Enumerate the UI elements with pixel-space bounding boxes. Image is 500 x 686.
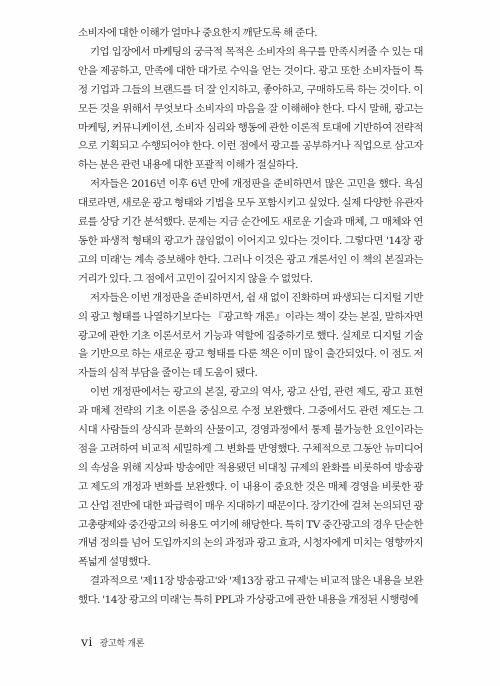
page-number: vi (81, 634, 93, 649)
paragraph: 결과적으로 '제11장 방송광고'와 '제13장 광고 규제'는 비교적 많은 내용을 보완했다. '14장 광고의 미래'는 특히 PPL과 가상광고에 관한 내용을 개정된 시행령에 (78, 575, 423, 607)
paragraph: 소비자에 대한 이해가 얼마나 중요한지 깨닫도록 해 준다. (78, 27, 318, 39)
paragraph: 저자들은 2016년 이후 6년 만에 개정판을 준비하면서 많은 고민을 했다. 욕심대로라면, 새로운 광고 형태와 기법을 모두 포함시키고 싶었다. 실제 다양한 유관자료를 상당 기간 분석했다. 문제는 지금 순간에도 새로운 기술과 매체, 그 매체와 연동한 파생적 형태의 광고가 끊임없이 이어지고 있다는 것이다. 그렇다면 '14장 광고의 미래'는 계속 증보해야 한다. 그러나 이것은 광고 개론서인 이 책의 본질과는 거리가 있다. 그 점에서 고민이 깊어지지 않을 수 없었다. (78, 178, 423, 285)
page-footer (81, 634, 144, 648)
body-text (78, 24, 423, 610)
paragraph: 이번 개정판에서는 광고의 본질, 광고의 역사, 광고 산업, 관련 제도, 광고 표현과 매체 전략의 기초 이론을 중심으로 수정 보완했다. 그중에서도 관련 제도는 그 시대 사람들의 상식과 문화의 산물이고, 경영과정에서 통제 불가능한 요인이라는 점을 고려하여 비교적 세밀하게 그 변화를 반영했다. 구체적으로 그동안 뉴미디어의 속성을 위해 지상파 방송에만 적용됐던 비대칭 규제의 완화를 비롯하여 방송광고 제도의 개정과 변화를 보완했다. 이 내용이 중요한 것은 매체 경영을 비롯한 광고 산업 전반에 대한 파급력이 매우 지대하기 때문이다. 장기간에 걸쳐 논의되던 광고총량제와 중간광고의 허용도 여기에 해당한다. 특히 TV 중간광고의 경우 단순한 개념 정의를 넘어 도입까지의 논의 과정과 광고 효과, 시청자에게 미치는 영향까지 폭넓게 설명했다. (78, 386, 423, 569)
paragraph: 기업 입장에서 마케팅의 궁극적 목적은 소비자의 욕구를 만족시켜줄 수 있는 대안을 제공하고, 만족에 대한 대가로 수익을 얻는 것이다. 광고 또한 소비자들이 특정 기업과 그들의 브랜드를 더 잘 인지하고, 좋아하고, 구매하도록 하는 것이다. 이 모든 것을 위해서 무엇보다 소비자의 마음을 잘 이해해야 한다. 다시 말해, 광고는 마케팅, 커뮤니케이션, 소비자 심리와 행동에 관한 이론적 토대에 기반하여 전략적으로 기획되고 수행되어야 한다. 이런 점에서 광고를 공부하거나 직업으로 삼고자 하는 분은 관련 내용에 대한 포괄적 이해가 절실하다. (78, 45, 423, 172)
paragraph: 저자들은 이번 개정판을 준비하면서, 쉼 새 없이 진화하며 파생되는 디지털 기반의 광고 형태를 나열하기보다는 『광고학 개론』이라는 책이 갖는 본질, 말하자면 광고에 관한 기초 이론서로서 기능과 역할에 집중하기로 했다. 실제로 디지털 기술을 기반으로 하는 새로운 광고 형태를 다룬 책은 이미 많이 출간되었다. 이 점도 저자들의 심적 부담을 줄이는 데 도움이 됐다. (78, 291, 423, 380)
running-title: 광고학 개론 (99, 639, 145, 649)
